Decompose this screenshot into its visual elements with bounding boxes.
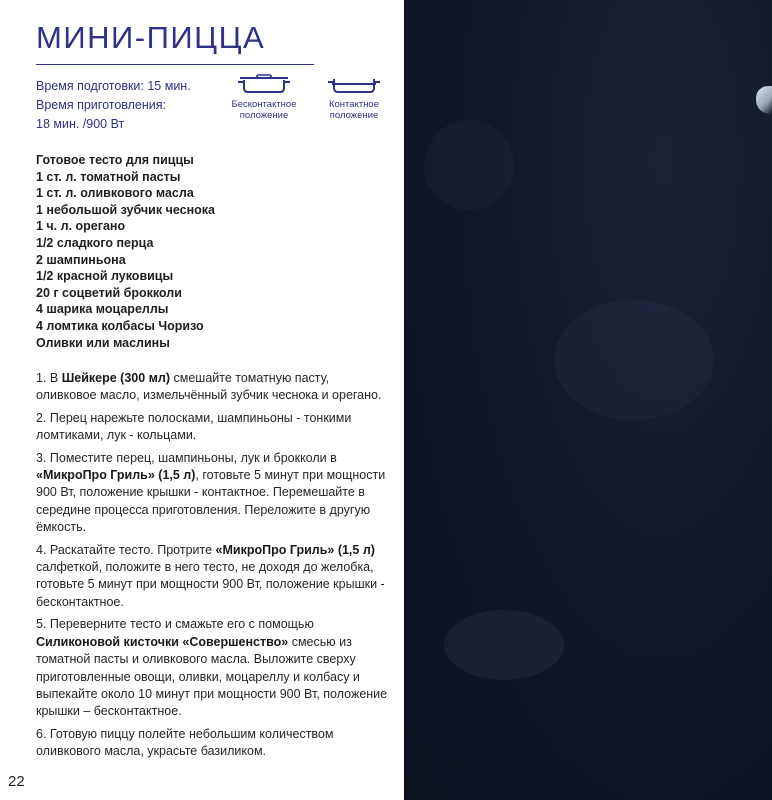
texture-spot [554, 300, 714, 420]
photo-panel [404, 0, 772, 800]
highlighted-product: «МикроПро Гриль» (1,5 л) [36, 468, 196, 483]
lid-contact-icon [322, 74, 386, 96]
instruction-step [36, 616, 392, 720]
step-text: 1. В [36, 371, 62, 385]
ingredient-item: Готовое тесто для пиццы [36, 153, 194, 167]
ingredient-item: 1/2 сладкого перца [36, 235, 154, 250]
title-divider [36, 64, 314, 65]
step-text: смесью из томатной пасты и оливкового масла. Выложите сверху приготовленные овощи, оливки, моцареллу и колбасу и выпекайте около 10 минут при мощности 900 Вт, положение крышки – бесконтактное. [36, 634, 388, 719]
step-text: 4. Раскатайте тесто. Протрите [36, 542, 216, 557]
highlighted-product: «МикроПро Гриль» (1,5 л) [215, 542, 375, 557]
step-text: смешайте томатную пасту, оливковое масло, измельчённый зубчик чеснока и орегано. [36, 371, 382, 403]
step-text: салфеткой, положите в него тесто, не доходя до желобка, готовьте 5 минут при мощности 900 Вт, положение крышки - бесконтактное. [36, 560, 385, 609]
instruction-step [36, 726, 392, 761]
ingredient-item: 2 шампиньона [36, 252, 126, 267]
ingredients-list [36, 152, 215, 351]
lid-contact [315, 74, 393, 121]
lid-noncontact [225, 74, 303, 121]
step-text: , готовьте 5 минут при мощности 900 Вт, положение крышки - контактное. Перемешайте в середине процесса приготовления. Переложите в другую ёмкость. [36, 468, 386, 535]
page-number: 22 [8, 773, 25, 790]
step-text: 5. Переверните тесто и смажьте его с помощью [36, 617, 314, 632]
prep-time: Время подготовки: 15 мин. [36, 79, 191, 93]
instruction-step [36, 542, 392, 612]
recipe-title: МИНИ-ПИЦЦА [36, 20, 266, 55]
step-text: 6. Готовую пиццу полейте небольшим количеством оливкового масла, украсьте базиликом. [36, 726, 334, 759]
ingredient-item: 4 ломтика колбасы Чоризо [36, 318, 204, 333]
ingredient-item: 1 небольшой зубчик чеснока [36, 202, 215, 217]
highlighted-product: Шейкере (300 мл) [61, 371, 171, 385]
ingredient-item: 20 г соцветий брокколи [36, 285, 182, 300]
cook-time-label: Время приготовления: [36, 98, 167, 112]
instruction-step [36, 370, 392, 405]
highlighted-product: Силиконовой кисточки «Совершенство» [36, 634, 289, 649]
step-text: 2. Перец нарежьте полосками, шампиньоны - тонкими ломтиками, лук - кольцами. [36, 410, 352, 443]
lid-raised-icon [232, 74, 296, 96]
texture-spot [424, 120, 514, 210]
ingredient-item: 1 ч. л. орегано [36, 219, 126, 234]
cook-time-value: 18 мин. /900 Вт [36, 117, 125, 131]
ingredient-item: 1 ст. л. оливкового масла [36, 186, 194, 201]
instructions-list [36, 370, 392, 766]
ingredient-item: 1/2 красной луковицы [36, 269, 174, 284]
ingredient-item: 4 шарика моцареллы [36, 302, 169, 317]
instruction-step [36, 410, 392, 445]
step-text: 3. Поместите перец, шампиньоны, лук и брокколи в [36, 450, 337, 465]
lid-noncontact-label: Бесконтактное положение [231, 99, 297, 121]
ingredient-item: Оливки или маслины [36, 335, 170, 350]
instruction-step [36, 450, 392, 537]
prep-info [36, 77, 191, 134]
photo-highlight [756, 86, 772, 114]
lid-contact-label: Контактное положение [328, 99, 380, 121]
texture-spot [444, 610, 564, 680]
ingredient-item: 1 ст. л. томатной пасты [36, 169, 181, 184]
